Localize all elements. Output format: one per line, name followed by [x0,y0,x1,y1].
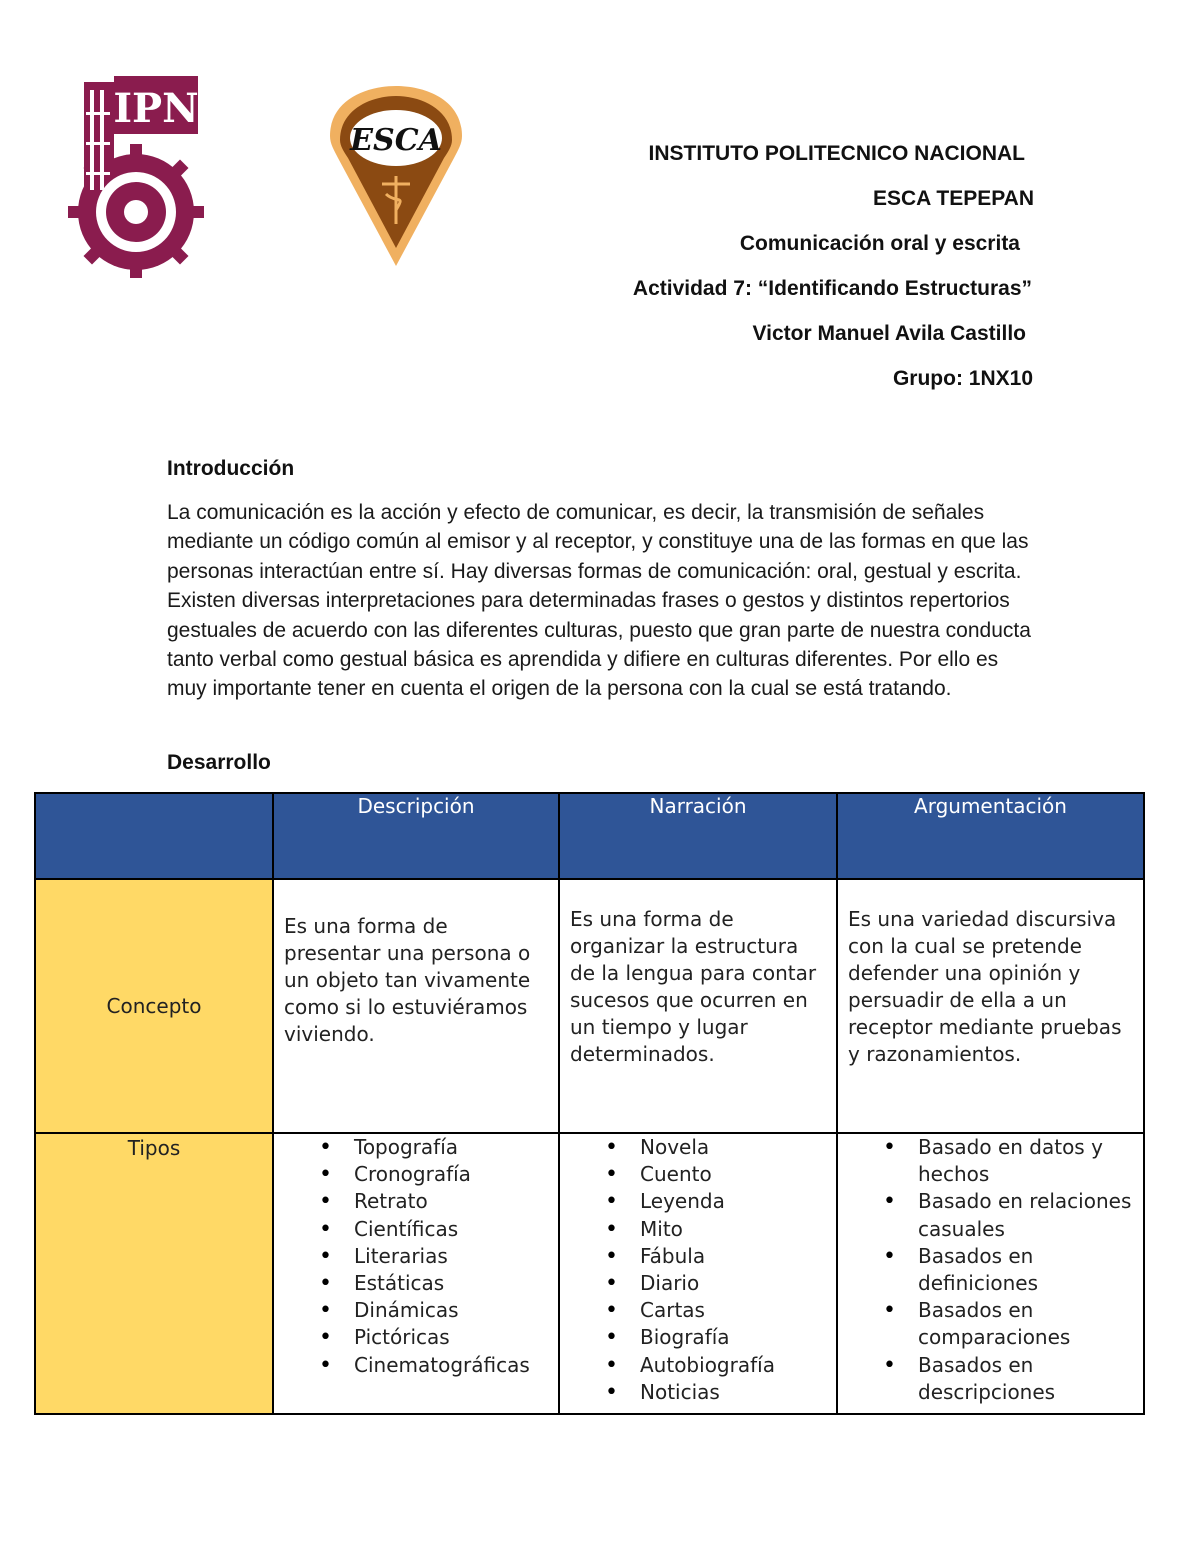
list-item: • Noticias [560,1379,836,1406]
concept-descripcion [273,879,559,1133]
concept-descripcion-text: Es una forma de presentar una persona o un objeto tan vivamente como si lo estuviéramos viviendo. [284,913,531,1046]
list-item: • Topografía [274,1134,558,1161]
header-group: Grupo: 1NX10 [892,367,1033,390]
col-descripcion: Descripción [273,793,559,879]
list-item: • Fábula [560,1243,836,1270]
table-header-empty [35,793,273,879]
row-label-concepto: Concepto [35,879,273,1133]
types-descripcion-list [274,1134,558,1379]
list-item: • Retrato [274,1188,558,1215]
concept-narracion [559,879,837,1133]
list-item: • Diario [560,1270,836,1297]
concept-argumentacion [837,879,1144,1133]
development-heading: Desarrollo [167,751,271,774]
header-activity: Actividad 7: “Identificando Estructuras” [632,277,1032,300]
col-narracion: Narración [559,793,837,879]
row-label-tipos: Tipos [35,1133,273,1414]
types-argumentacion-list [838,1134,1143,1406]
list-item: • Científicas [274,1216,558,1243]
list-item: • Autobiografía [560,1352,836,1379]
intro-paragraph: La comunicación es la acción y efecto de comunicar, es decir, la transmisión de señales mediante un código común al emisor y al receptor, y constituye una de las formas en que las personas interactúan entre sí. Hay diversas formas de comunicación: oral, gestual y escrita. Existen diversas interpretaciones para determinadas frases o gestos y distintos repertorios gestuales de acuerdo con las diferentes culturas, puesto que gran parte de nuestra conducta tanto verbal como gestual básica es aprendida y difiere en culturas diferentes. Por ello es muy importante tener en cuenta el origen de la persona con la cual se está tratando. [167,501,1031,701]
list-item: • Cinematográficas [274,1352,558,1379]
ipn-logo [66,72,206,278]
comparison-table [34,792,1145,1415]
list-item: • Cronografía [274,1161,558,1188]
list-item: • Cartas [560,1297,836,1324]
list-item: • Basados en definiciones [838,1243,1143,1297]
list-item: • Mito [560,1216,836,1243]
list-item: • Basado en relaciones casuales [838,1188,1143,1242]
concept-narracion-text: Es una forma de organizar la estructura de la lengua para contar sucesos que ocurren en un tiempo y lugar determinados. [570,907,817,1066]
header-institution: INSTITUTO POLITECNICO NACIONAL [648,142,1025,165]
list-item: • Basado en datos y hechos [838,1134,1143,1188]
list-item: • Basados en descripciones [838,1352,1143,1406]
list-item: • Biografía [560,1324,836,1351]
header-author: Victor Manuel Avila Castillo [752,322,1026,345]
header-subject: Comunicación oral y escrita [739,232,1020,255]
table-row [35,1133,1144,1414]
esca-logo [326,84,466,266]
header-school: ESCA TEPEPAN [872,187,1034,210]
list-item: • Pictóricas [274,1324,558,1351]
table-row [35,879,1144,1133]
types-descripcion [273,1133,559,1414]
concept-argumentacion-text: Es una variedad discursiva con la cual se pretende defender una opinión y persuadir de ella a un receptor mediante pruebas y razonamientos. [848,907,1122,1066]
list-item: • Literarias [274,1243,558,1270]
intro-heading: Introducción [167,457,295,480]
types-narracion-list [560,1134,836,1406]
col-argumentacion: Argumentación [837,793,1144,879]
table-header-row [35,793,1144,879]
ipn-logo-text: IPN [113,85,199,132]
list-item: • Dinámicas [274,1297,558,1324]
esca-logo-text: ESCA [350,123,442,158]
list-item: • Novela [560,1134,836,1161]
list-item: • Estáticas [274,1270,558,1297]
list-item: • Leyenda [560,1188,836,1215]
types-argumentacion [837,1133,1144,1414]
list-item: • Cuento [560,1161,836,1188]
list-item: • Basados en comparaciones [838,1297,1143,1351]
types-narracion [559,1133,837,1414]
